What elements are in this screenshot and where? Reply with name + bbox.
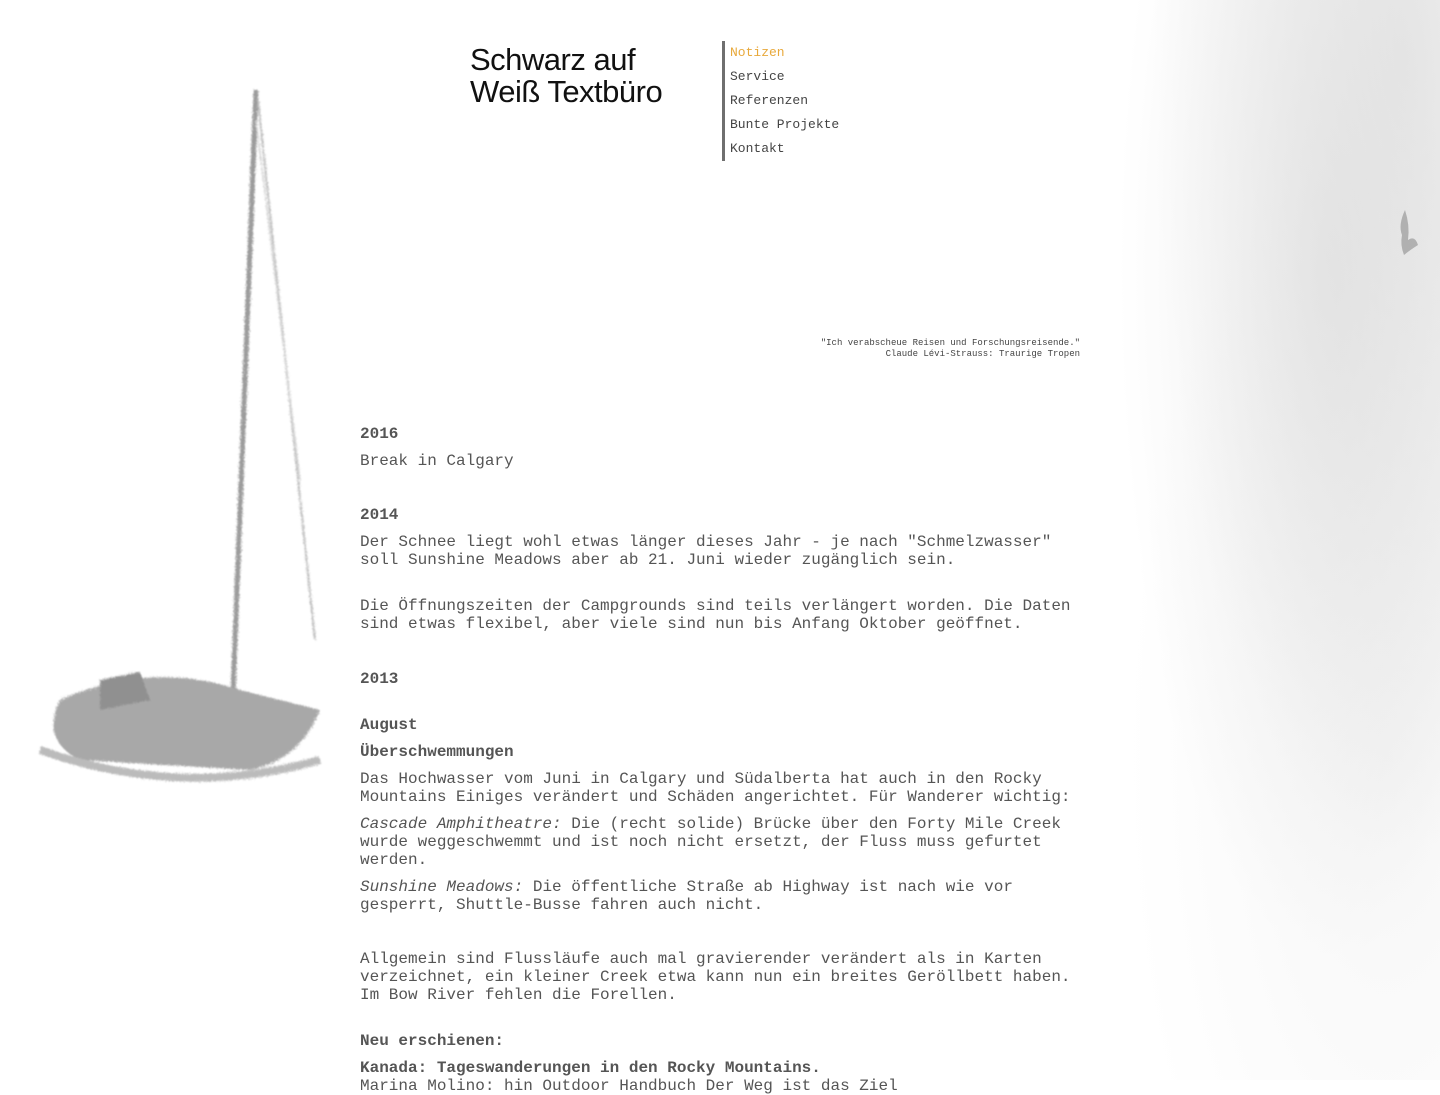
notes-content xyxy=(360,425,1080,1095)
location-text-sunshine: Die öffentliche Straße ab Highway ist nach wie vor gesperrt, Shuttle-Busse fahren auch nicht. xyxy=(360,878,1013,914)
book-details: Marina Molino: hin Outdoor Handbuch Der Weg ist das Ziel xyxy=(360,1077,898,1095)
nav-item-kontakt[interactable]: Kontakt xyxy=(730,141,785,156)
logo-line-1: Schwarz auf xyxy=(470,42,636,77)
book-title[interactable]: Kanada: Tageswanderungen in den Rocky Mountains. xyxy=(360,1059,821,1077)
nav-item-referenzen[interactable]: Referenzen xyxy=(730,93,809,108)
note-2016-text: Break in Calgary xyxy=(360,452,514,470)
location-text-cascade: Die (recht solide) Brücke über den Forty Mile Creek wurde weggeschwemmt und ist noch nicht ersetzt, der Fluss muss gefurtet werden. xyxy=(360,815,1061,869)
main-nav xyxy=(722,41,922,161)
logo-line-2: Weiß Textbüro xyxy=(470,74,663,109)
nav-item-notizen[interactable]: Notizen xyxy=(730,45,785,60)
note-2013-paragraph-4: Allgemein sind Flussläufe auch mal gravierender verändert als in Karten verzeichnet, ein kleiner Creek etwa kann nun ein breites Geröllbett haben. Im Bow River fehlen die Forellen. xyxy=(360,950,1071,1004)
nav-item-service[interactable]: Service xyxy=(730,69,785,84)
month-heading-august: August xyxy=(360,716,418,734)
location-label-cascade: Cascade Amphitheatre: xyxy=(360,815,562,833)
logo[interactable] xyxy=(470,44,662,108)
year-heading-2013: 2013 xyxy=(360,670,399,688)
note-2014-paragraph-2: Die Öffnungszeiten der Campgrounds sind teils verlängert worden. Die Daten sind etwas flexibel, aber viele sind nun bis Anfang Oktober geöffnet. xyxy=(360,597,1071,633)
year-heading-2014: 2014 xyxy=(360,506,399,524)
background-texture-right xyxy=(1080,0,1440,1080)
note-2013-paragraph-3 xyxy=(360,878,1080,914)
sailboat-sketch-illustration xyxy=(0,60,340,820)
quote-text: "Ich verabscheue Reisen und Forschungsreisende." xyxy=(820,338,1080,348)
location-label-sunshine: Sunshine Meadows: xyxy=(360,878,524,896)
bird-sketch-illustration xyxy=(1390,205,1430,265)
note-2013-paragraph-1: Das Hochwasser vom Juni in Calgary und Südalberta hat auch in den Rocky Mountains Einiges verändert und Schäden angerichtet. Für Wanderer wichtig: xyxy=(360,770,1071,806)
year-heading-2016: 2016 xyxy=(360,425,399,443)
new-releases-heading: Neu erschienen: xyxy=(360,1032,505,1050)
note-2013-paragraph-2 xyxy=(360,815,1080,869)
quote-block xyxy=(821,338,1080,360)
section-heading-ueberschwemmungen: Überschwemmungen xyxy=(360,743,514,761)
nav-item-bunte-projekte[interactable]: Bunte Projekte xyxy=(730,117,840,132)
quote-source: Claude Lévi-Strauss: Traurige Tropen xyxy=(885,349,1080,359)
note-2014-paragraph-1: Der Schnee liegt wohl etwas länger dieses Jahr - je nach "Schmelzwasser" soll Sunshine Meadows aber ab 21. Juni wieder zugänglich sein. xyxy=(360,533,1052,569)
